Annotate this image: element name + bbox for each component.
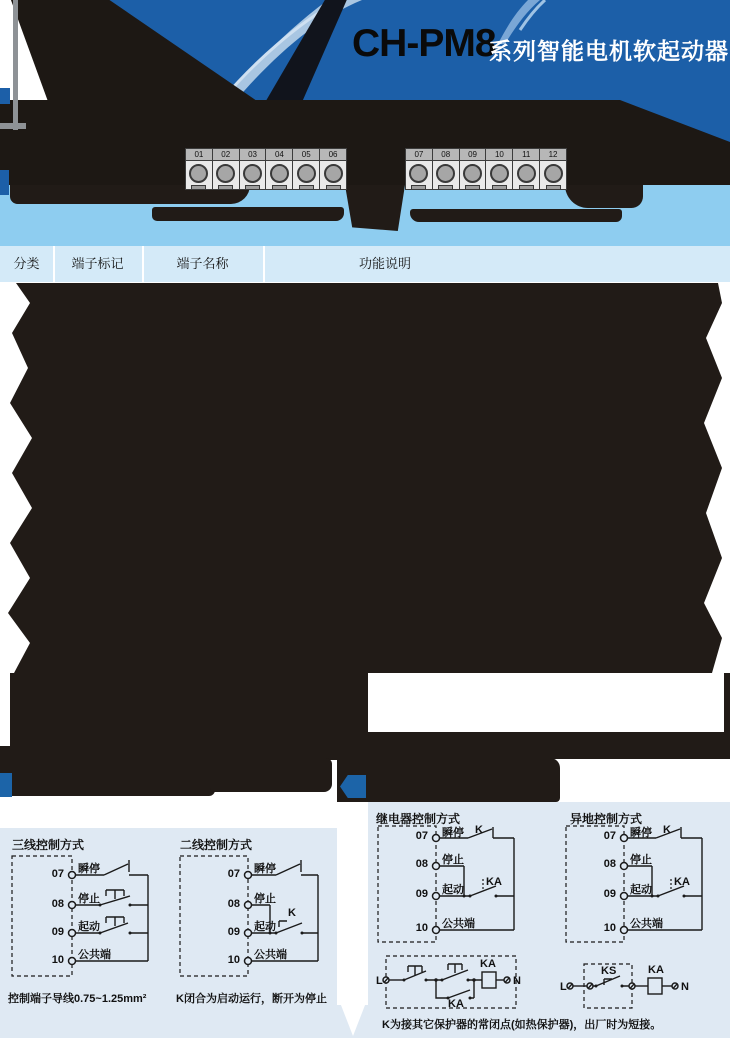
terminal-number: 10 [486, 149, 512, 161]
terminal-cell [293, 149, 320, 189]
column-divider [53, 246, 55, 282]
terminal-screw [324, 164, 343, 183]
terminal-label: 停止 [254, 893, 276, 905]
terminal-number: 07 [406, 149, 432, 161]
wiring-panel-right [368, 802, 730, 1038]
coil-ka-label: KA [648, 964, 664, 976]
diagram-title-two-wire: 二线控制方式 [180, 838, 253, 852]
photo-frame-corner [0, 123, 26, 129]
app-header [0, 0, 730, 100]
table-body-redacted [0, 283, 730, 673]
contact-ka-label: KA [486, 876, 502, 888]
terminal-number: 03 [240, 149, 266, 161]
section-title-redacted-left [0, 746, 215, 796]
terminal-screw [216, 164, 235, 183]
terminal-slot [411, 185, 426, 190]
line-l-label: L [376, 975, 383, 987]
terminal-label: 瞬停 [78, 863, 100, 875]
terminal-screw [517, 164, 536, 183]
line-l-label: L [560, 981, 567, 993]
terminal-slot [519, 185, 534, 190]
switch-ks-label: KS [601, 965, 617, 977]
terminal-strip-1 [185, 148, 347, 190]
terminal-label: 公共端 [630, 918, 663, 930]
redacted-label-blob [152, 207, 344, 221]
terminal-cell [240, 149, 267, 189]
switch-k-label: K [475, 824, 483, 836]
diagram-three-wire [8, 854, 163, 980]
terminal-slot [465, 185, 480, 190]
terminal-number: 02 [213, 149, 239, 161]
terminal-label: 起动 [442, 884, 464, 896]
section-title-redacted-left2 [210, 758, 332, 792]
terminal-number: 09 [227, 926, 240, 938]
left-blue-marker-2 [0, 170, 9, 195]
terminal-label: 公共端 [78, 949, 111, 961]
caption-wire-gauge: 控制端子导线0.75~1.25mm² [8, 993, 147, 1005]
terminal-cell [406, 149, 433, 189]
terminal-screw [463, 164, 482, 183]
column-header: 功能说明 [358, 256, 411, 271]
terminal-cell [433, 149, 460, 189]
product-model: CH-PM8 [352, 22, 496, 65]
terminal-screw [270, 164, 289, 183]
parallel-ka-label: KA [448, 998, 464, 1010]
terminal-number: 09 [460, 149, 486, 161]
terminal-label: 瞬停 [254, 863, 276, 875]
diagram-remote [562, 824, 714, 946]
terminal-slot [299, 185, 314, 190]
terminal-slot [218, 185, 233, 190]
terminal-number: 09 [415, 888, 428, 900]
terminal-slot [438, 185, 453, 190]
terminal-number: 07 [227, 868, 240, 880]
terminal-screw [189, 164, 208, 183]
line-n-label: N [513, 975, 521, 987]
terminal-screw [544, 164, 563, 183]
terminal-label: 起动 [78, 921, 100, 933]
terminal-label: 起动 [254, 921, 276, 933]
terminal-number: 09 [51, 926, 64, 938]
product-title: 系列智能电机软起动器 [489, 38, 729, 64]
terminal-number: 09 [603, 888, 616, 900]
terminal-screw [297, 164, 316, 183]
terminal-label: 停止 [78, 893, 100, 905]
terminal-label: 停止 [630, 854, 652, 866]
terminal-cell [486, 149, 513, 189]
photo-frame-edge [13, 0, 18, 130]
column-header: 端子名称 [176, 256, 229, 271]
terminal-cell [540, 149, 566, 189]
section-title-redacted-right [337, 758, 560, 802]
terminal-number: 08 [433, 149, 459, 161]
terminal-number: 10 [227, 954, 240, 966]
column-divider [263, 246, 265, 282]
terminal-cell [513, 149, 540, 189]
terminal-number: 10 [415, 922, 428, 934]
switch-k-label: K [288, 907, 296, 919]
terminal-number: 07 [415, 830, 428, 842]
coil-ka-label: KA [480, 958, 496, 970]
diagram-title-relay: 继电器控制方式 [376, 812, 461, 826]
terminal-label: 瞬停 [442, 827, 464, 839]
terminal-number: 04 [266, 149, 292, 161]
diagram-relay [374, 824, 526, 946]
terminal-number: 10 [603, 922, 616, 934]
terminal-screw [409, 164, 428, 183]
redacted-text-blob [345, 185, 405, 231]
column-header: 分类 [13, 256, 40, 271]
wiring-panel-left [0, 828, 337, 1038]
terminal-slot [546, 185, 561, 190]
contact-ka-label: KA [674, 876, 690, 888]
diagram-title-three-wire: 三线控制方式 [12, 838, 85, 852]
terminal-strip-2 [405, 148, 567, 190]
bottom-note: K为接其它保护器的常闭点(如热保护器)，出厂时为短接。 [382, 1019, 662, 1031]
terminal-label: 公共端 [254, 949, 287, 961]
terminal-cell [320, 149, 346, 189]
relay-ln-schematic [376, 952, 526, 1014]
terminal-screw [490, 164, 509, 183]
terminal-screw [243, 164, 262, 183]
terminal-screw [436, 164, 455, 183]
terminal-slot [245, 185, 260, 190]
switch-k-label: K [663, 824, 671, 836]
terminal-number: 08 [415, 858, 428, 870]
product-photo-redacted [0, 100, 730, 185]
redacted-block [368, 732, 730, 759]
terminal-cell [186, 149, 213, 189]
terminal-cell [266, 149, 293, 189]
caption-k-behavior: K闭合为启动运行，断开为停止 [176, 993, 327, 1005]
terminal-cell [460, 149, 487, 189]
terminal-slot [272, 185, 287, 190]
remote-ln-circuit [560, 956, 695, 1018]
terminal-label: 公共端 [442, 918, 475, 930]
terminal-number: 05 [293, 149, 319, 161]
line-n-label: N [681, 981, 689, 993]
redacted-label-blob [410, 209, 622, 222]
terminal-number: 10 [51, 954, 64, 966]
terminal-band [0, 185, 730, 246]
terminal-number: 12 [540, 149, 566, 161]
section-bullet-left [0, 773, 12, 797]
terminal-number: 01 [186, 149, 212, 161]
terminal-number: 08 [603, 858, 616, 870]
redacted-block [724, 673, 730, 733]
left-blue-marker-1 [0, 88, 10, 104]
terminal-slot [492, 185, 507, 190]
terminal-cell [213, 149, 240, 189]
table-header-row [0, 246, 730, 282]
terminal-number: 07 [603, 830, 616, 842]
relay-ln-circuit [376, 952, 526, 1014]
terminal-number: 07 [51, 868, 64, 880]
remote-ln-schematic [560, 956, 695, 1018]
redacted-text-blob [565, 185, 643, 208]
terminal-number: 11 [513, 149, 539, 161]
terminal-slot [326, 185, 341, 190]
diagram-two-wire [176, 854, 334, 980]
terminal-label: 瞬停 [630, 827, 652, 839]
terminal-slot [191, 185, 206, 190]
terminal-number: 08 [51, 898, 64, 910]
terminal-number: 06 [320, 149, 346, 161]
terminal-number: 08 [227, 898, 240, 910]
column-divider [142, 246, 144, 282]
terminal-label: 起动 [630, 884, 652, 896]
terminal-label: 停止 [442, 854, 464, 866]
column-header: 端子标记 [71, 256, 124, 271]
diagram-title-remote: 异地控制方式 [570, 812, 643, 826]
